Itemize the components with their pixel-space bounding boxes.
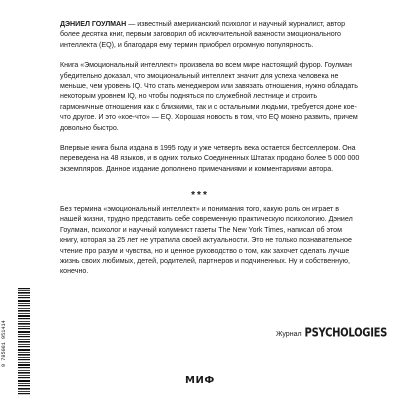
author-paragraph: [60, 19, 360, 50]
journal-label: Журнал: [276, 331, 302, 338]
review-source: [276, 328, 387, 339]
history-paragraph: Впервые книга была издана в 1995 году и уже четверть века остается бестселлером. Она переведена на 48 языков, и в одних только Соединенных Штатах продано более 5 000 000 экземпляров. Данное издание дополнено примечаниями и комментариями автора.: [60, 144, 360, 173]
annotation-block: [60, 19, 360, 174]
author-description: — известный американский психолог и научный журналист, автор более десятка книг, первым заговорил об исключительной важности эмоционального интеллекта (EQ), и благодаря ему термин приобрел огромную популярность.: [60, 20, 346, 49]
review-paragraph: Без термина «эмоциональный интеллект» и понимания того, какую роль он играет в нашей жизни, трудно представить себе современную практическую психологию. Дэниел Гоулман, психолог и научный колумнист газеты The New York Times, написал об этом книгу, которая за 25 лет не утратила своей актуальности. Это не только познавательное чтение про разум и чувства, но и ценное руководство о том, как захочет сделать лучше жизнь своих любимых, детей, родителей, партнеров и подчиненных. Ну и собственную, конечно.: [60, 205, 353, 276]
barcode-icon: [7, 286, 30, 396]
author-name: ДЭНИЕЛ ГОУЛМАН: [60, 20, 127, 28]
journal-name: PSYCHOLOGIES: [304, 326, 388, 341]
barcode-digits: 9 785001 951414: [1, 320, 7, 368]
publisher-logo: МИФ: [185, 375, 215, 386]
review-block: [60, 204, 362, 277]
section-separator: ***: [191, 190, 209, 201]
book-paragraph: Книга «Эмоциональный интеллект» произвела во всем мире настоящий фурор. Гоулман убедительно доказал, что эмоциональный интеллект значит для успеха человека не меньше, чем уровень IQ. Что стать менеджером или завязать отношения, нужно обладать некоторым уровнем IQ, но чтобы подняться по служебной лестнице и строить гармоничные отношения как с близкими, так и с остальными людьми, требуется доне кое-что другое. И это «кое-что» — EQ. Хорошая новость в том, что EQ можно развить, причем довольно быстро.: [60, 61, 358, 132]
